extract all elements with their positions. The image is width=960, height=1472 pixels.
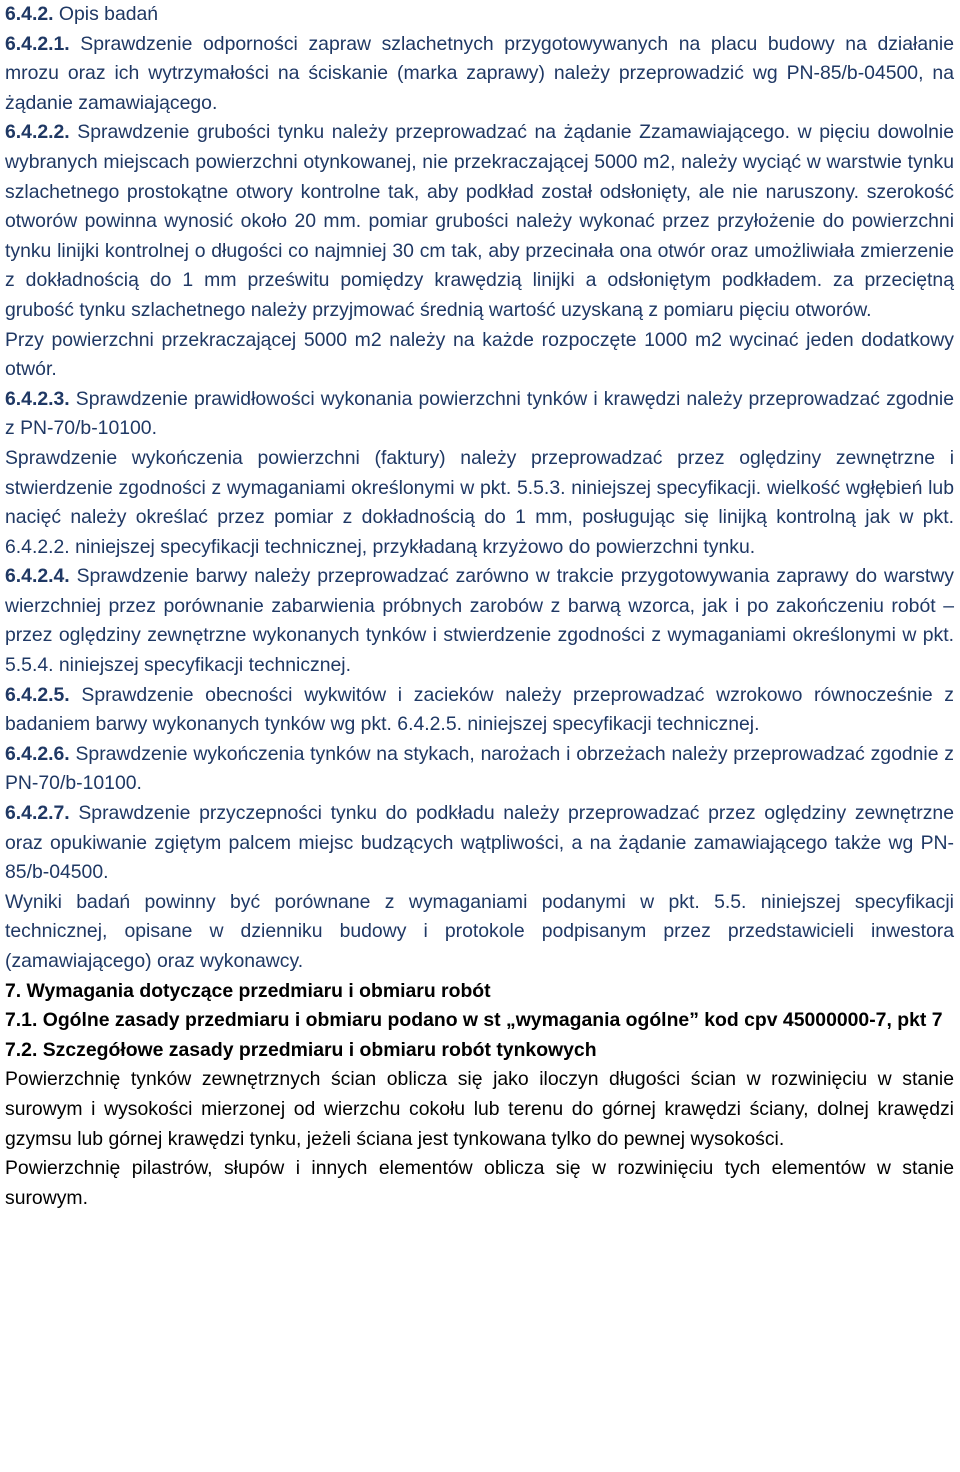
paragraph [5,1154,954,1213]
section-heading [5,1036,954,1066]
paragraph-text: Sprawdzenie grubości tynku należy przeprowadzać na żądanie Zzamawiającego. w pięciu dowolnie wybranych miejscach powierzchni otynkowanej, nie przekraczającej 5000 m2, należy wyciąć w warstwie tynku szlachetnego prostokątne otwory kontrolne tak, aby podkład został odsłonięty, ale nie naruszony. szerokość otworów powinna wynosić około 20 mm. pomiar grubości należy wykonać przez przyłożenie do powierzchni tynku linijki kontrolnej o długości co najmniej 30 cm tak, aby przecinała ona otwór oraz umożliwiała zmierzenie z dokładnością do 1 mm prześwitu pomiędzy krawędzią linijki a odsłoniętym podkładem. za przeciętną grubość tynku szlachetnego należy przyjmować średnią wartość uzyskaną z pomiaru pięciu otworów. [5,121,954,321]
paragraph [5,1065,954,1154]
paragraph-text: Wyniki badań powinny być porównane z wymaganiami podanymi w pkt. 5.5. niniejszej specyfikacji technicznej, opisane w dzienniku budowy i protokole podpisanym przez przedstawicieli inwestora (zamawiającego) oraz wykonawcy. [5,890,954,972]
section-heading [5,977,954,1007]
paragraph-text: Sprawdzenie przyczepności tynku do podkładu należy przeprowadzać przez oględziny zewnętrzne oraz opukiwanie zgiętym palcem miejsc budzących wątpliwości, a na żądanie zamawiającego także wg PN-85/b-04500. [5,802,954,884]
paragraph [5,30,954,119]
paragraph [5,562,954,680]
section-number: 6.4.2.2. [5,121,70,144]
section-number: 6.4.2.1. [5,32,70,55]
paragraph-text: 7.1. Ogólne zasady przedmiaru i obmiaru podano w st „wymagania ogólne” kod cpv 45000000-7, pkt 7 [5,1009,943,1032]
section-number: 6.4.2.7. [5,802,70,825]
paragraph-text: 7.2. Szczegółowe zasady przedmiaru i obmiaru robót tynkowych [5,1038,597,1061]
paragraph [5,326,954,385]
section-heading [5,1006,954,1036]
section-number: 6.4.2.5. [5,683,70,706]
paragraph-text: Opis badań [53,3,159,25]
paragraph-text: Sprawdzenie wykończenia tynków na stykach, narożach i obrzeżach należy przeprowadzać zgodnie z PN-70/b-10100. [5,742,954,795]
paragraph [5,888,954,977]
paragraph-text: 7. Wymagania dotyczące przedmiaru i obmiaru robót [5,979,491,1002]
section-number: 6.4.2. [5,3,54,25]
paragraph [5,118,954,325]
paragraph-text: Sprawdzenie prawidłowości wykonania powierzchni tynków i krawędzi należy przeprowadzać zgodnie z PN-70/b-10100. [5,387,954,440]
paragraph-text: Sprawdzenie obecności wykwitów i zacieków należy przeprowadzać wzrokowo równocześnie z badaniem barwy wykonanych tynków wg pkt. 6.4.2.5. niniejszej specyfikacji technicznej. [5,683,954,736]
paragraph [5,385,954,444]
paragraph-text: Przy powierzchni przekraczającej 5000 m2 należy na każde rozpoczęte 1000 m2 wycinać jeden dodatkowy otwór. [5,328,954,381]
section-number: 6.4.2.3. [5,387,70,410]
paragraph [5,740,954,799]
paragraph-text: Sprawdzenie barwy należy przeprowadzać zarówno w trakcie przygotowywania zaprawy do warstwy wierzchniej przez porównanie zabarwienia próbnych zarobów z barwą wzorca, jak i po zakończeniu robót – przez oględziny zewnętrzne wykonanych tynków i stwierdzenie zgodności z wymaganiami określonymi w pkt. 5.5.4. niniejszej specyfikacji technicznej. [5,565,954,677]
section-number: 6.4.2.6. [5,742,70,765]
paragraph-text: Powierzchnię pilastrów, słupów i innych elementów oblicza się w rozwinięciu tych elementów w stanie surowym. [5,1157,954,1209]
paragraph-text: Powierzchnię tynków zewnętrznych ścian oblicza się jako iloczyn długości ścian w rozwinięciu w stanie surowym i wysokości mierzonej od wierzchu cokołu lub terenu do górnej krawędzi ściany, dolnej krawędzi gzymsu lub górnej krawędzi tynku, jeżeli ściana jest tynkowana tylko do pewnej wysokości. [5,1068,954,1150]
paragraph [5,444,954,562]
paragraph-text: Sprawdzenie odporności zapraw szlachetnych przygotowywanych na placu budowy na działanie mrozu oraz ich wytrzymałości na ściskanie (marka zaprawy) należy przeprowadzić wg PN-85/b-04500, na żądanie zamawiającego. [5,32,954,114]
paragraph [5,681,954,740]
paragraph [5,799,954,888]
section-number: 6.4.2.4. [5,565,70,588]
paragraph [5,0,954,30]
paragraph-text: Sprawdzenie wykończenia powierzchni (faktury) należy przeprowadzać przez oględziny zewnętrzne i stwierdzenie zgodności z wymaganiami określonymi w pkt. 5.5.3. niniejszej specyfikacji. wielkość wgłębień lub nacięć należy określać przez pomiar z dokładnością do 1 mm, posługując się linijką kontrolną jak w pkt. 6.4.2.2. niniejszej specyfikacji technicznej, przykładaną krzyżowo do powierzchni tynku. [5,446,954,558]
